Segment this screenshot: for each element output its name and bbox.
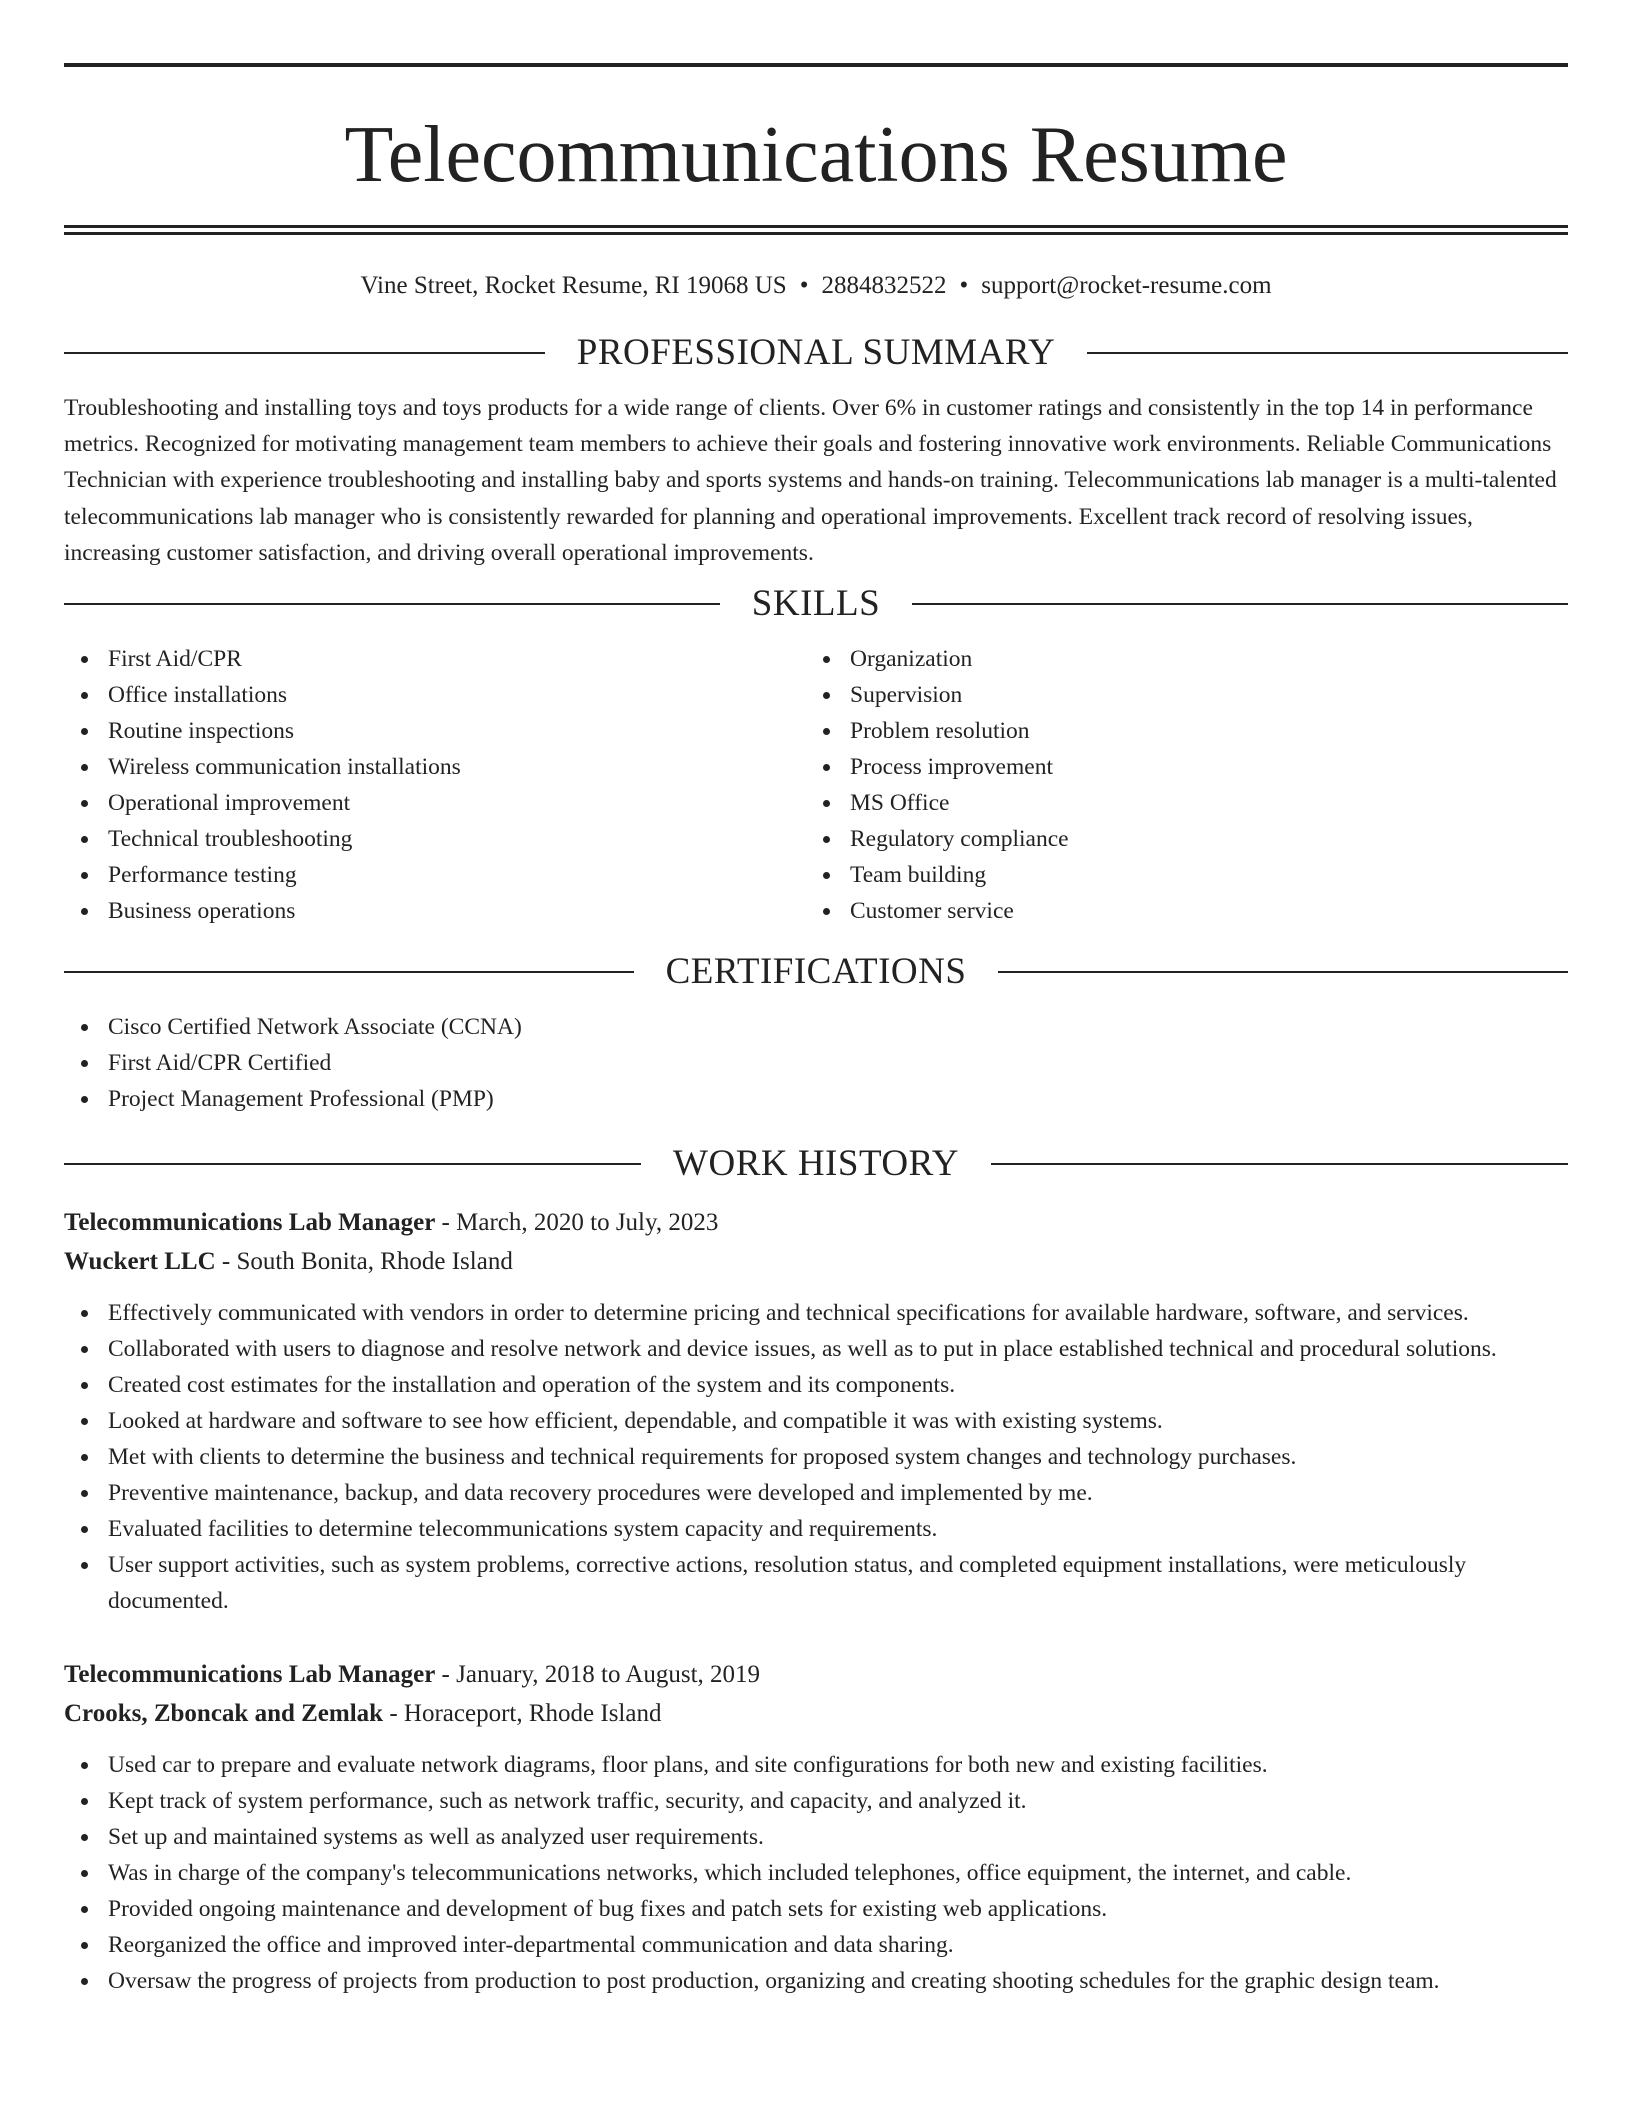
job-duty-item: Created cost estimates for the installation and operation of the system and its components. [64, 1367, 1568, 1403]
job-duty-item: Preventive maintenance, backup, and data recovery procedures were developed and implemented by me. [64, 1475, 1568, 1511]
job-dates: - January, 2018 to August, 2019 [435, 1661, 761, 1689]
job-duty-item: Effectively communicated with vendors in order to determine pricing and technical specifications for available hardware, software, and services. [64, 1295, 1568, 1331]
heading-rule-right [1087, 352, 1568, 354]
job-entry [64, 1203, 1568, 1619]
work-section-heading [64, 1139, 1568, 1189]
skill-item: Supervision [806, 677, 1568, 713]
heading-rule-right [998, 971, 1568, 973]
summary-heading: PROFESSIONAL SUMMARY [576, 332, 1056, 373]
job-title-line [64, 1655, 1568, 1694]
job-duties-list [64, 1747, 1568, 1999]
job-duty-item: Set up and maintained systems as well as analyzed user requirements. [64, 1819, 1568, 1855]
skill-item: Problem resolution [806, 713, 1568, 749]
skill-item: Regulatory compliance [806, 821, 1568, 857]
certifications-section-heading [64, 947, 1568, 997]
skill-item: Organization [806, 641, 1568, 677]
certifications-heading: CERTIFICATIONS [665, 951, 967, 993]
contact-separator: • [959, 272, 969, 299]
contact-line [64, 268, 1568, 304]
job-duty-item: User support activities, such as system problems, corrective actions, resolution status, and completed equipment installations, were meticulously documented. [64, 1547, 1568, 1619]
job-duty-item: Reorganized the office and improved inter-departmental communication and data sharing. [64, 1927, 1568, 1963]
job-duty-item: Oversaw the progress of projects from production to post production, organizing and creating shooting schedules for the graphic design team. [64, 1963, 1568, 1999]
job-location: - South Bonita, Rhode Island [215, 1248, 513, 1276]
heading-rule-left [64, 1163, 641, 1165]
heading-rule-right [912, 603, 1568, 605]
skill-item: First Aid/CPR [64, 641, 806, 677]
contact-email: support@rocket-resume.com [981, 272, 1272, 299]
job-title-line [64, 1203, 1568, 1242]
job-dates: - March, 2020 to July, 2023 [435, 1209, 719, 1237]
job-title: Telecommunications Lab Manager [64, 1209, 436, 1237]
skill-item: Business operations [64, 893, 806, 929]
skill-item: Wireless communication installations [64, 749, 806, 785]
certifications-list [64, 1009, 1568, 1117]
skills-heading: SKILLS [751, 583, 881, 625]
job-company: Wuckert LLC [64, 1248, 216, 1276]
job-location: - Horaceport, Rhode Island [383, 1700, 662, 1728]
skills-column-right [806, 641, 1568, 929]
work-history-list [64, 1203, 1568, 1999]
heading-rule-left [64, 352, 545, 354]
summary-section-heading [64, 328, 1568, 378]
heading-rule-left [64, 971, 634, 973]
skill-item: Technical troubleshooting [64, 821, 806, 857]
job-duty-item: Looked at hardware and software to see how efficient, dependable, and compatible it was with existing systems. [64, 1403, 1568, 1439]
job-duty-item: Met with clients to determine the business and technical requirements for proposed system changes and technology purchases. [64, 1439, 1568, 1475]
contact-separator: • [799, 272, 809, 299]
contact-address: Vine Street, Rocket Resume, RI 19068 US [360, 272, 787, 299]
skill-item: Process improvement [806, 749, 1568, 785]
job-company-line [64, 1242, 1568, 1281]
job-duty-item: Used car to prepare and evaluate network diagrams, floor plans, and site configurations for both new and existing facilities. [64, 1747, 1568, 1783]
job-duty-item: Kept track of system performance, such as network traffic, security, and capacity, and analyzed it. [64, 1783, 1568, 1819]
job-entry [64, 1655, 1568, 1999]
resume-title: Telecommunications Resume [344, 111, 1288, 199]
skills-column-left [64, 641, 806, 929]
certification-item: Project Management Professional (PMP) [64, 1081, 1568, 1117]
skill-item: Office installations [64, 677, 806, 713]
job-duty-item: Evaluated facilities to determine telecommunications system capacity and requirements. [64, 1511, 1568, 1547]
certification-item: Cisco Certified Network Associate (CCNA) [64, 1009, 1568, 1045]
skill-item: MS Office [806, 785, 1568, 821]
job-company-line [64, 1694, 1568, 1733]
job-company: Crooks, Zboncak and Zemlak [64, 1700, 384, 1728]
job-duty-item: Collaborated with users to diagnose and resolve network and device issues, as well as to put in place established technical and procedural solutions. [64, 1331, 1568, 1367]
certification-item: First Aid/CPR Certified [64, 1045, 1568, 1081]
contact-phone: 2884832522 [821, 272, 947, 299]
job-duties-list [64, 1295, 1568, 1619]
skills-list [64, 641, 1568, 929]
skill-item: Team building [806, 857, 1568, 893]
top-rule [64, 63, 1568, 67]
job-duty-item: Provided ongoing maintenance and development of bug fixes and patch sets for existing web applications. [64, 1891, 1568, 1927]
job-title: Telecommunications Lab Manager [64, 1661, 436, 1689]
heading-rule-right [991, 1163, 1568, 1165]
skills-section-heading [64, 579, 1568, 629]
title-double-rule [64, 225, 1568, 235]
job-duty-item: Was in charge of the company's telecommunications networks, which included telephones, office equipment, the internet, and cable. [64, 1855, 1568, 1891]
professional-summary: Troubleshooting and installing toys and toys products for a wide range of clients. Over 6% in customer ratings and consistently in the top 14 in performance metrics. Recognized for motivating management team members to achieve their goals and fostering innovative work environments. Reliable Communications Technician with experience troubleshooting and installing baby and sports systems and hands-on training. Telecommunications lab manager is a multi-talented telecommunications lab manager who is consistently rewarded for planning and operational improvements. Excellent track record of resolving issues, increasing customer satisfaction, and driving overall operational improvements. [64, 395, 1557, 566]
skill-item: Routine inspections [64, 713, 806, 749]
work-heading: WORK HISTORY [673, 1143, 959, 1185]
heading-rule-left [64, 603, 720, 605]
skill-item: Operational improvement [64, 785, 806, 821]
skill-item: Customer service [806, 893, 1568, 929]
skill-item: Performance testing [64, 857, 806, 893]
